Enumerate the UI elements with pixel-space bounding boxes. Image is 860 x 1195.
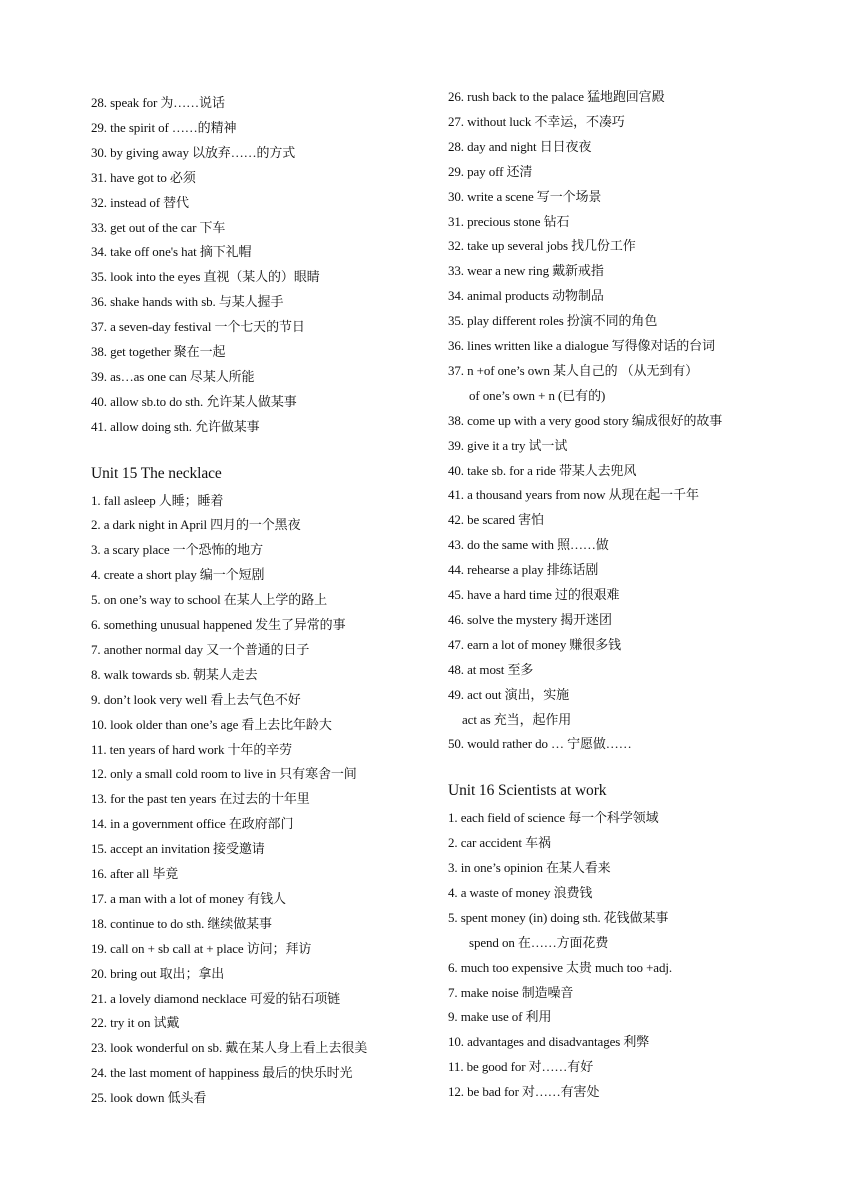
vocabulary-item: 40. allow sb.to do sth. 允许某人做某事 <box>91 393 297 409</box>
vocabulary-item: 31. precious stone 钻石 <box>448 213 570 229</box>
vocabulary-item: 47. earn a lot of money 赚很多钱 <box>448 636 622 652</box>
vocabulary-item: 7. make noise 制造噪音 <box>448 984 574 1000</box>
vocabulary-item: 28. day and night 日日夜夜 <box>448 138 592 154</box>
vocabulary-item: 36. shake hands with sb. 与某人握手 <box>91 294 284 310</box>
vocabulary-item: 35. play different roles 扮演不同的角色 <box>448 313 658 329</box>
vocabulary-item: 19. call on + sb call at + place 访问；拜访 <box>91 940 312 956</box>
vocabulary-item: of one’s own + n (已有的) <box>469 387 606 403</box>
vocabulary-item: 10. look older than one’s age 看上去比年龄大 <box>91 716 332 732</box>
vocabulary-item: 40. take sb. for a ride 带某人去兜风 <box>448 462 637 478</box>
vocabulary-item: 6. something unusual happened 发生了异常的事 <box>91 617 346 632</box>
section-heading: Unit 16 Scientists at work <box>448 782 607 800</box>
vocabulary-item: 49. act out 演出，实施 <box>448 686 570 702</box>
vocabulary-item: 16. after all 毕竟 <box>91 866 179 881</box>
vocabulary-item: 14. in a government office 在政府部门 <box>91 816 294 832</box>
vocabulary-item: 29. pay off 还清 <box>448 163 533 179</box>
vocabulary-item: 50. would rather do … 宁愿做…… <box>448 736 632 752</box>
vocabulary-item: 30. write a scene 写一个场景 <box>448 188 602 204</box>
vocabulary-item: 33. wear a new ring 戴新戒指 <box>448 263 604 279</box>
vocabulary-item: 38. get together 聚在一起 <box>91 344 226 359</box>
vocabulary-item: 41. allow doing sth. 允许做某事 <box>91 418 260 434</box>
vocabulary-item: 26. rush back to the palace 猛地跑回宫殿 <box>448 89 665 104</box>
vocabulary-item: act as 充当，起作用 <box>462 711 572 727</box>
vocabulary-item: 15. accept an invitation 接受邀请 <box>91 841 265 857</box>
vocabulary-item: 43. do the same with 照……做 <box>448 537 609 553</box>
vocabulary-item: 35. look into the eyes 直视（某人的）眼睛 <box>91 269 320 285</box>
vocabulary-item: 12. be bad for 对……有害处 <box>448 1084 600 1100</box>
vocabulary-item: 10. advantages and disadvantages 利弊 <box>448 1034 650 1050</box>
vocabulary-item: 42. be scared 害怕 <box>448 512 544 528</box>
vocabulary-item: 38. come up with a very good story 编成很好的故事 <box>448 412 723 428</box>
vocabulary-item: 3. a scary place 一个恐怖的地方 <box>91 542 263 558</box>
vocabulary-item: 41. a thousand years from now 从现在起一千年 <box>448 487 699 503</box>
vocabulary-item: 36. lines written like a dialogue 写得像对话的台词 <box>448 338 715 353</box>
vocabulary-item: 34. animal products 动物制品 <box>448 288 604 304</box>
vocabulary-item: 28. speak for 为……说话 <box>91 95 225 110</box>
vocabulary-item: 44. rehearse a play 排练话剧 <box>448 562 599 578</box>
vocabulary-item: 18. continue to do sth. 继续做某事 <box>91 915 272 931</box>
vocabulary-item: 2. car accident 车祸 <box>448 835 551 851</box>
vocabulary-item: 17. a man with a lot of money 有钱人 <box>91 890 286 906</box>
vocabulary-item: 29. the spirit of ……的精神 <box>91 119 237 135</box>
vocabulary-item: 34. take off one's hat 摘下礼帽 <box>91 244 252 260</box>
vocabulary-item: 9. make use of 利用 <box>448 1009 552 1025</box>
vocabulary-item: 1. fall asleep 人睡；睡着 <box>91 492 224 508</box>
vocabulary-item: 9. don’t look very well 看上去气色不好 <box>91 691 301 707</box>
vocabulary-item: 5. on one’s way to school 在某人上学的路上 <box>91 592 328 608</box>
vocabulary-item: 46. solve the mystery 揭开迷团 <box>448 611 612 627</box>
vocabulary-item: 5. spent money (in) doing sth. 花钱做某事 <box>448 909 669 925</box>
vocabulary-item: 1. each field of science 每一个科学领域 <box>448 810 659 826</box>
vocabulary-item: 11. be good for 对……有好 <box>448 1059 594 1075</box>
vocabulary-item: 4. create a short play 编一个短剧 <box>91 567 265 583</box>
vocabulary-item: 3. in one’s opinion 在某人看来 <box>448 860 611 875</box>
vocabulary-item: 37. n +of one’s own 某人自己的 （从无到有） <box>448 362 699 378</box>
vocabulary-item: 31. have got to 必须 <box>91 169 196 185</box>
vocabulary-item: 8. walk towards sb. 朝某人走去 <box>91 666 258 682</box>
vocabulary-item: 32. instead of 替代 <box>91 194 189 210</box>
vocabulary-item: 21. a lovely diamond necklace 可爱的钻石项链 <box>91 990 341 1006</box>
vocabulary-item: 22. try it on 试戴 <box>91 1015 180 1031</box>
vocabulary-item: 13. for the past ten years 在过去的十年里 <box>91 791 310 807</box>
vocabulary-item: 48. at most 至多 <box>448 661 534 677</box>
vocabulary-item: 23. look wonderful on sb. 戴在某人身上看上去很美 <box>91 1040 368 1056</box>
vocabulary-item: 12. only a small cold room to live in 只有寒舍一间 <box>91 766 357 782</box>
vocabulary-item: 27. without luck 不幸运，不凑巧 <box>448 113 625 129</box>
vocabulary-item: 37. a seven-day festival 一个七天的节日 <box>91 319 305 335</box>
vocabulary-item: 7. another normal day 又一个普通的日子 <box>91 641 310 657</box>
vocabulary-item: 39. give it a try 试一试 <box>448 437 568 453</box>
vocabulary-item: 20. bring out 取出；拿出 <box>91 965 225 981</box>
vocabulary-item: 30. by giving away 以放弃……的方式 <box>91 144 296 160</box>
vocabulary-item: 45. have a hard time 过的很艰难 <box>448 587 620 602</box>
vocabulary-item: 33. get out of the car 下车 <box>91 219 226 235</box>
vocabulary-item: 24. the last moment of happiness 最后的快乐时光 <box>91 1065 353 1081</box>
vocabulary-item: spend on 在……方面花费 <box>469 934 609 950</box>
vocabulary-item: 25. look down 低头看 <box>91 1090 207 1106</box>
vocabulary-item: 6. much too expensive 太贵 much too +adj. <box>448 959 673 975</box>
vocabulary-item: 4. a waste of money 浪费钱 <box>448 884 593 900</box>
vocabulary-item: 11. ten years of hard work 十年的辛劳 <box>91 741 293 757</box>
vocabulary-item: 39. as…as one can 尽某人所能 <box>91 368 255 384</box>
vocabulary-item: 2. a dark night in April 四月的一个黑夜 <box>91 517 301 533</box>
section-heading: Unit 15 The necklace <box>91 464 222 482</box>
vocabulary-item: 32. take up several jobs 找几份工作 <box>448 238 636 254</box>
